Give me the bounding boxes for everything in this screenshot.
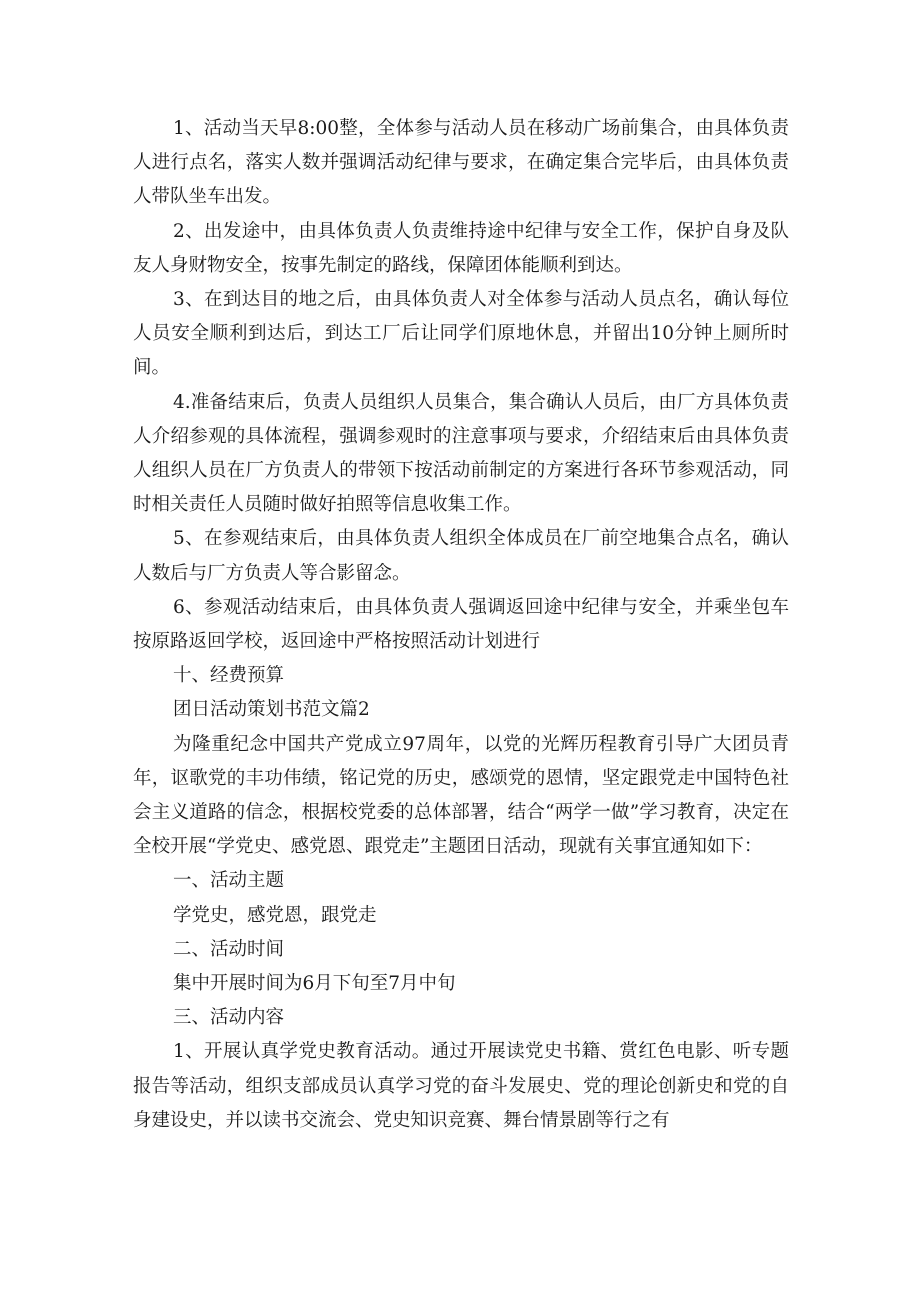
- paragraph-intro: 为隆重纪念中国共产党成立97周年，以党的光辉历程教育引导广大团员青年，讴歌党的丰功伟绩，铭记党的历史，感颂党的恩情，坚定跟党走中国特色社会主义道路的信念，根据校党委的总体部署，结合“两学一做”学习教育，决定在全校开展“学党史、感党恩、跟党走”主题团日活动，现就有关事宜通知如下：: [133, 733, 789, 858]
- paragraph-step-2: 2、出发途中，由具体负责人负责维持途中纪律与安全工作，保护自身及队友人身财物安全，按事先制定的路线，保障团体能顺利到达。: [133, 220, 789, 276]
- section-heading-theme: 一、活动主题: [173, 870, 285, 892]
- section-heading-content: 三、活动内容: [173, 1007, 285, 1029]
- paragraph-time: 集中开展时间为6月下旬至7月中旬: [173, 973, 456, 995]
- paragraph-step-3: 3、在到达目的地之后，由具体负责人对全体参与活动人员点名，确认每位人员安全顺利到达后，到达工厂后让同学们原地休息，并留出10分钟上厕所时间。: [133, 289, 789, 379]
- section-heading-time: 二、活动时间: [173, 938, 285, 960]
- document-body: [133, 112, 789, 1138]
- paragraph-step-5: 5、在参观结束后，由具体负责人组织全体成员在厂前空地集合点名，确认人数后与厂方负责人等合影留念。: [133, 528, 789, 584]
- paragraph-content-1: 1、开展认真学党史教育活动。通过开展读党史书籍、赏红色电影、听专题报告等活动，组织支部成员认真学习党的奋斗发展史、党的理论创新史和党的自身建设史，并以读书交流会、党史知识竞赛、舞台情景剧等行之有: [133, 1041, 789, 1131]
- paragraph-step-4: 4.准备结束后，负责人员组织人员集合，集合确认人员后，由厂方具体负责人介绍参观的具体流程，强调参观时的注意事项与要求，介绍结束后由具体负责人组织人员在厂方负责人的带领下按活动前制定的方案进行各环节参观活动，同时相关责任人员随时做好拍照等信息收集工作。: [133, 391, 789, 516]
- paragraph-step-1: 1、活动当天早8:00整，全体参与活动人员在移动广场前集合，由具体负责人进行点名，落实人数并强调活动纪律与要求，在确定集合完毕后，由具体负责人带队坐车出发。: [133, 118, 789, 208]
- section-heading-budget: 十、经费预算: [173, 665, 285, 687]
- paragraph-theme: 学党史，感党恩，跟党走: [173, 904, 377, 926]
- article-title: 团日活动策划书范文篇2: [173, 699, 370, 721]
- paragraph-step-6: 6、参观活动结束后，由具体负责人强调返回途中纪律与安全，并乘坐包车按原路返回学校，返回途中严格按照活动计划进行: [133, 596, 789, 653]
